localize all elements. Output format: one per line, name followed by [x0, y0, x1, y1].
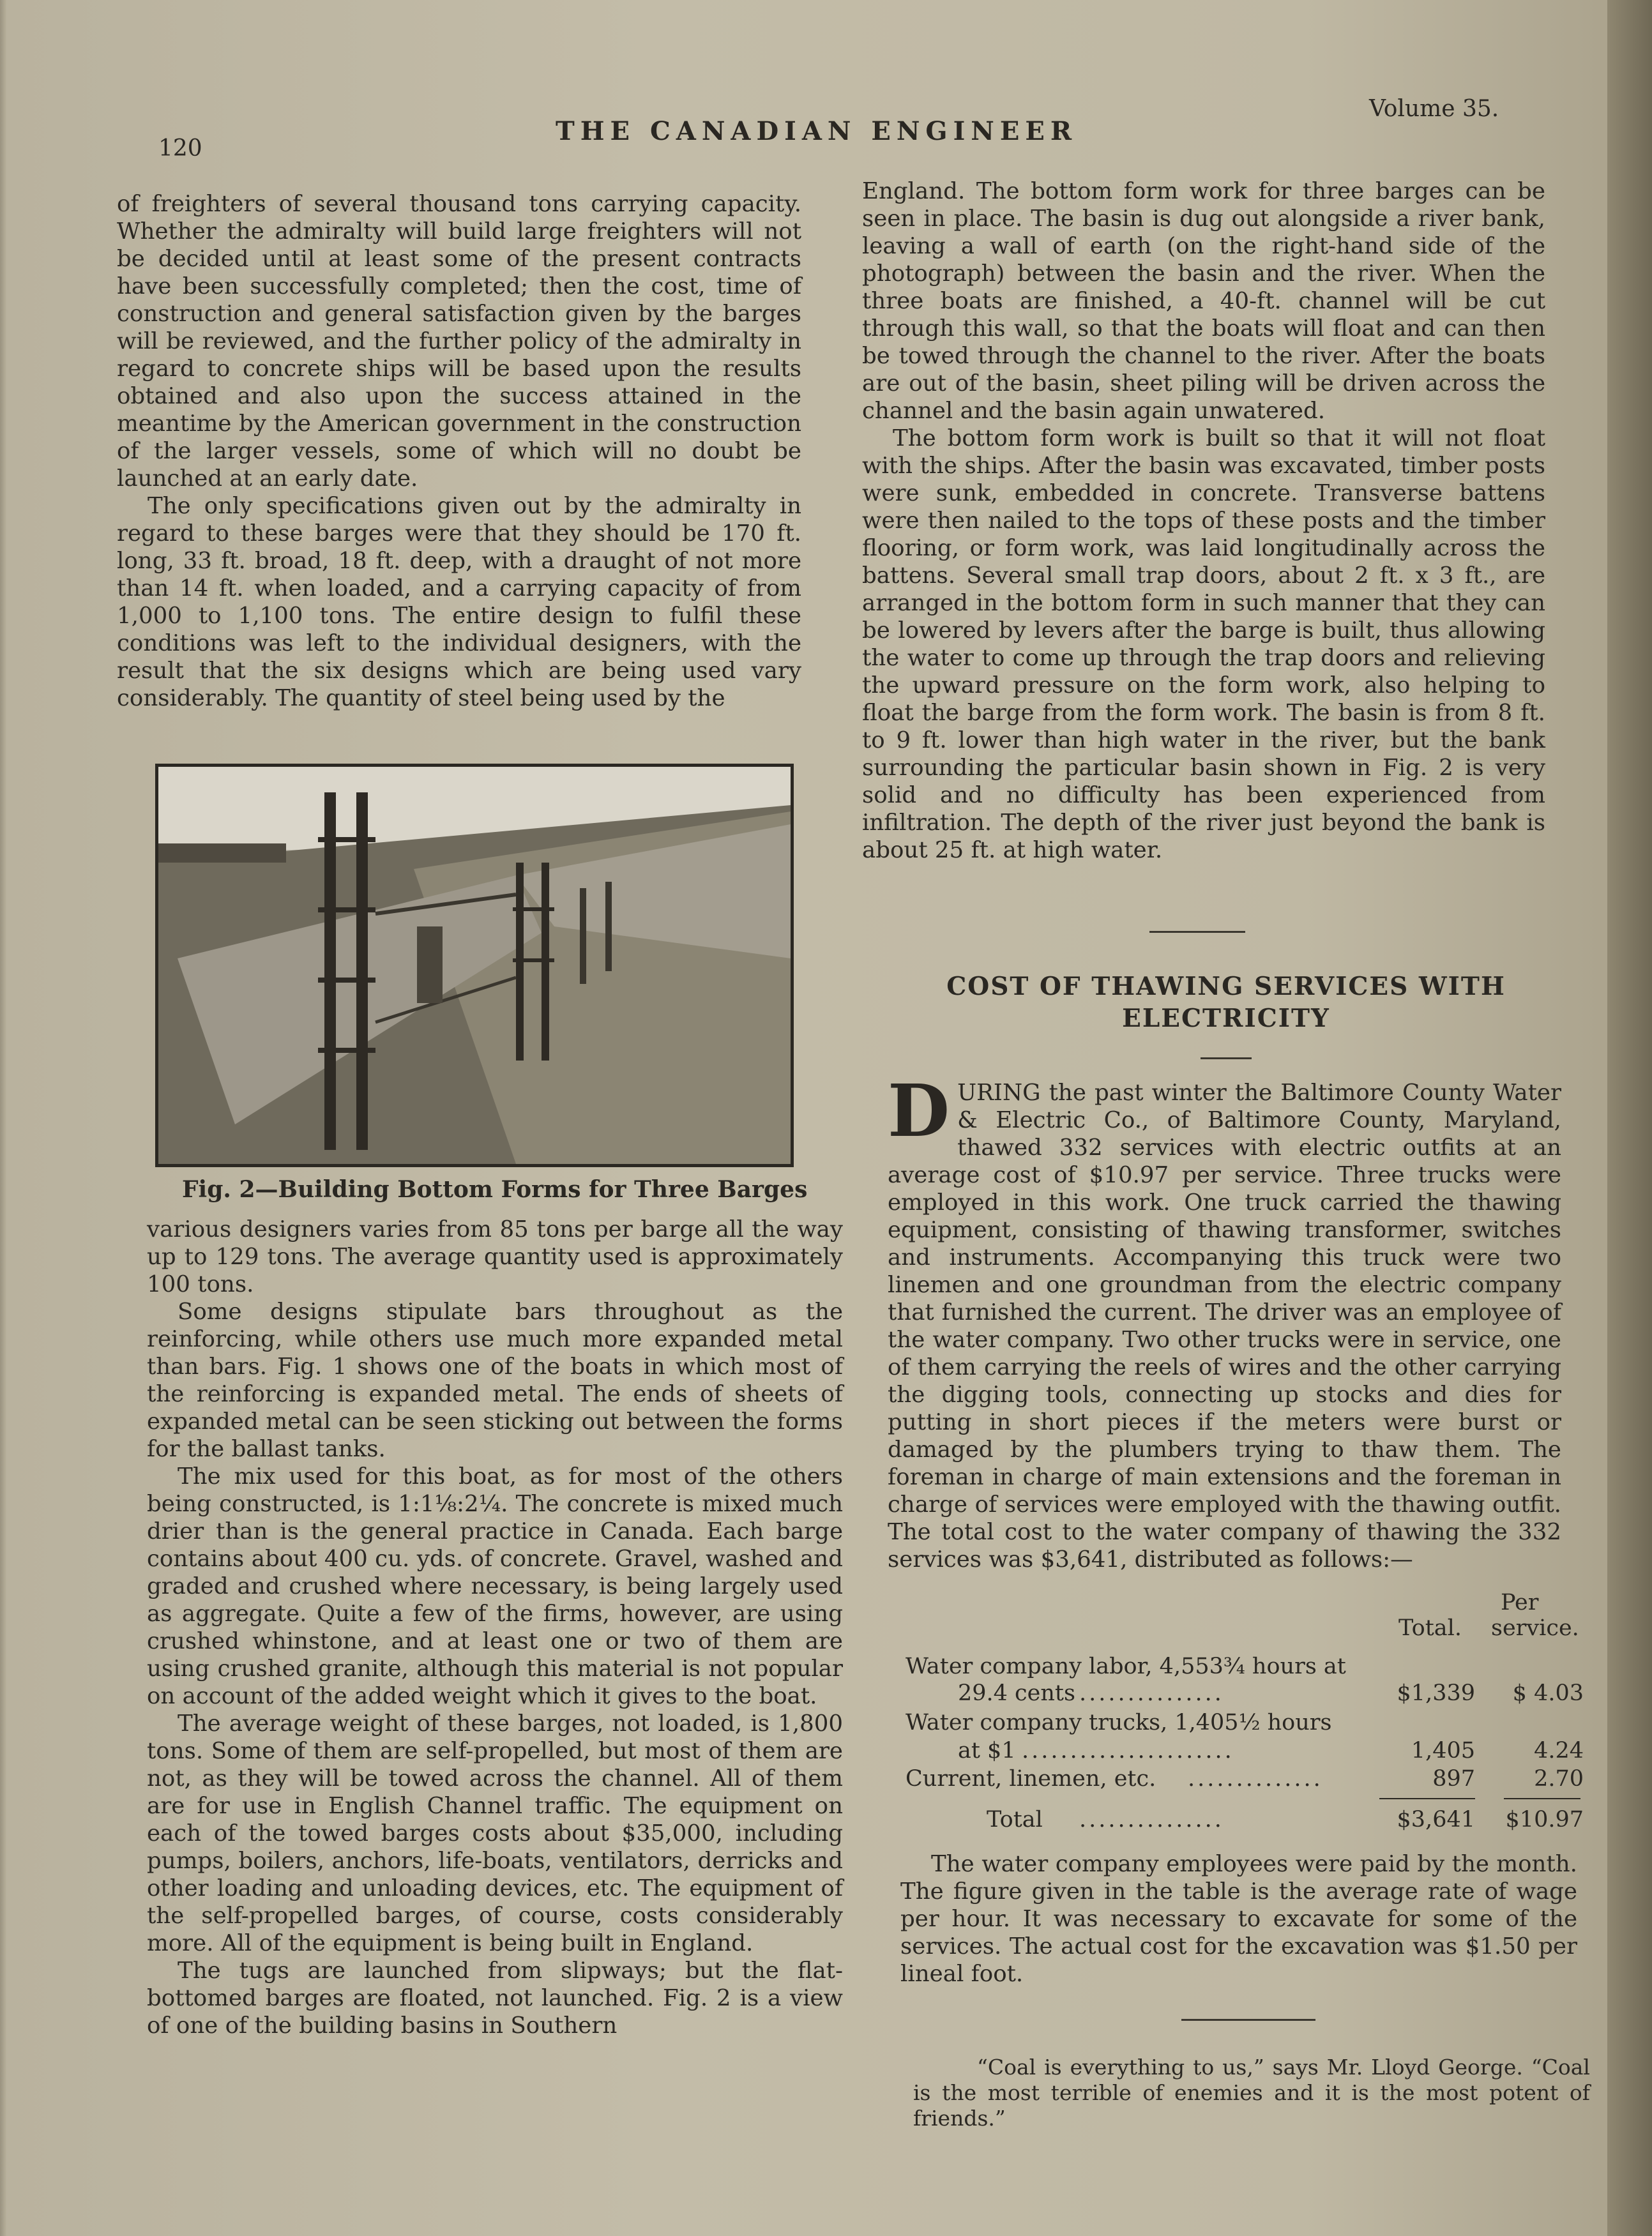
paragraph: The tugs are launched from slipways; but the flat-bottomed barges are floated, not launched. Fig. 2 is a view of one of the building basins in Southern [147, 1958, 843, 2039]
quote-text: “Coal is everything to us,” says Mr. Lloyd George. “Coal is the most terrible of enemies and it is the most potent of friends.” [913, 2055, 1590, 2131]
figure-caption: Fig. 2—Building Bottom Forms for Three Barges [182, 1176, 808, 1203]
paragraph: of freighters of several thousand tons carrying capacity. Whether the admiralty will build large freighters will not be decided until at least some of the present contracts have been successfully completed; then the cost, time of construction and general satisfaction given by the barges will be reviewed, and the further policy of the admiralty in regard to concrete ships will be based upon the results obtained and also upon the success attained in the meantime by the American government in the construction of the larger vessels, some of which will no doubt be launched at an early date. [117, 191, 801, 492]
row-label: Water company trucks, 1,405½ hours [906, 1710, 1332, 1735]
right-column-top [862, 178, 1545, 864]
row-per-service: $ 4.03 [1512, 1681, 1584, 1706]
basin-photo-illustration [158, 767, 791, 1164]
left-column-bottom [147, 1216, 843, 2039]
paragraph: England. The bottom form work for three barges can be seen in place. The basin is dug out alongside a river bank, leaving a wall of earth (on the right-hand side of the photograph) between the basin and the river. When the three boats are finished, a 40-ft. channel will be cut through this wall, so that the boats will float and can then be towed through the channel to the river. After the boats are out of the basin, sheet piling will be driven across the channel and the basin again unwatered. [862, 178, 1545, 424]
row-total: 1,405 [1411, 1738, 1475, 1764]
journal-title: THE CANADIAN ENGINEER [556, 116, 1078, 146]
quote-filler [913, 2055, 1590, 2131]
row-total: $1,339 [1397, 1681, 1475, 1706]
page-binding-edge [1607, 0, 1652, 2236]
total-label: Total [987, 1807, 1043, 1832]
page-left-edge [0, 0, 6, 2236]
row-label: Water company labor, 4,553¾ hours at [906, 1654, 1346, 1679]
intro-text: URING the past winter the Baltimore County Water & Electric Co., of Baltimore County, Maryland, thawed 332 services with electric outfits at an average cost of $10.97 per service. Three trucks were employed in this work. One truck carried the thawing equipment, consisting of thawing transformer, switches and instruments. Accompanying this truck were two linemen and one groundman from the electric company that furnished the current. The driver was an employee of the water company. Two other trucks were in service, one of them carrying the reels of wires and the other carrying the digging tools, connecting up stocks and dies for putting in short pieces if the meters were burst or damaged by the plumbers trying to thaw them. The foreman in charge of main extensions and the foreman in charge of services were employed with the thawing outfit. The total cost to the water company of thawing the 332 services was $3,641, distributed as follows:— [888, 1080, 1561, 1573]
section-divider [1181, 2019, 1315, 2021]
header-service: service. [1491, 1615, 1579, 1641]
header-total: Total. [1398, 1615, 1462, 1641]
leader-dots: ............... [1079, 1681, 1224, 1706]
row-per-service: 4.24 [1534, 1738, 1584, 1764]
leader-dots: .............. [1188, 1766, 1323, 1792]
sum-line-total [1379, 1798, 1475, 1799]
row-per-service: 2.70 [1534, 1766, 1584, 1792]
total-per-service: $10.97 [1505, 1807, 1584, 1832]
paragraph: The bottom form work is built so that it will not float with the ships. After the basin was excavated, timber posts were sunk, embedded in concrete. Transverse battens were then nailed to the tops of these posts and the timber flooring, or form work, was laid longitudinally across the battens. Several small trap doors, about 2 ft. x 3 ft., are arranged in the bottom form in such manner that they can be lowered by levers after the barge is built, thus allowing the water to come up through the trap doors and relieving the upward pressure on the form work, also helping to float the barge from the form work. The basin is from 8 ft. to 9 ft. lower than high water in the river, but the bank surrounding the particular basin shown in Fig. 2 is very solid and no difficulty has been experienced from infiltration. The depth of the river just beyond the bank is about 25 ft. at high water. [862, 425, 1545, 863]
article-title: COST OF THAWING SERVICES WITH ELECTRICITY [946, 972, 1506, 1033]
figure-photo-building-basin [155, 764, 794, 1167]
title-underline [1201, 1057, 1252, 1059]
paragraph: various designers varies from 85 tons per barge all the way up to 129 tons. The average quantity used is approximately 100 tons. [147, 1216, 843, 1297]
article-closing [900, 1850, 1577, 1988]
paragraph: The water company employees were paid by the month. The figure given in the table is the average rate of wage per hour. It was necessary to excavate for some of the services. The actual cost for the excavation was $1.50 per lineal foot. [900, 1851, 1577, 1987]
row-total: 897 [1432, 1766, 1475, 1792]
leader-dots: ............... [1079, 1807, 1224, 1832]
drop-cap: D [888, 1069, 950, 1153]
paragraph: The average weight of these barges, not loaded, is 1,800 tons. Some of them are self-propelled, but most of them are not, as they will be towed across the channel. All of them are for use in English Channel traffic. The equipment on each of the towed barges costs about $35,000, including pumps, boilers, anchors, life-boats, ventilators, derricks and other loading and unloading devices, etc. The equipment of the self-propelled barges, of course, costs considerably more. All of the equipment is being built in England. [147, 1711, 843, 1956]
section-divider [1149, 931, 1245, 933]
header-per: Per [1501, 1590, 1539, 1615]
sum-line-per [1504, 1798, 1580, 1799]
row-label: Current, linemen, etc. [906, 1766, 1156, 1792]
paragraph: Some designs stipulate bars throughout as the reinforcing, while others use much more expanded metal than bars. Fig. 1 shows one of the boats in which most of the reinforcing is expanded metal. The ends of sheets of expanded metal can be seen sticking out between the forms for the ballast tanks. [147, 1299, 843, 1462]
leader-dots: ...................... [1022, 1738, 1234, 1764]
paragraph: The mix used for this boat, as for most of the others being constructed, is 1:1⅛:2¼. The concrete is mixed much drier than is the general practice in Canada. Each barge contains about 400 cu. yds. of concrete. Gravel, washed and graded and crushed where necessary, is being largely used as aggregate. Quite a few of the firms, however, are using crushed whinstone, and at least one or two of them are using crushed granite, although this material is not popular on account of the added weight which it gives to the boat. [147, 1463, 843, 1709]
paragraph: The only specifications given out by the admiralty in regard to these barges were that they should be 170 ft. long, 33 ft. broad, 18 ft. deep, with a draught of not more than 14 ft. when loaded, and a carrying capacity of from 1,000 to 1,100 tons. The entire design to fulfil these conditions was left to the individual designers, with the result that the six designs which are being used vary considerably. The quantity of steel being used by the [117, 493, 801, 711]
total-value: $3,641 [1397, 1807, 1475, 1832]
volume-label: Volume 35. [1369, 96, 1499, 122]
article-intro [888, 1069, 1561, 1573]
page-number: 120 [158, 135, 202, 162]
left-column-top [117, 190, 801, 712]
paragraph [888, 1069, 1561, 1573]
row-label-cont: 29.4 cents [958, 1681, 1075, 1706]
row-label-cont: at $1 [958, 1738, 1016, 1764]
